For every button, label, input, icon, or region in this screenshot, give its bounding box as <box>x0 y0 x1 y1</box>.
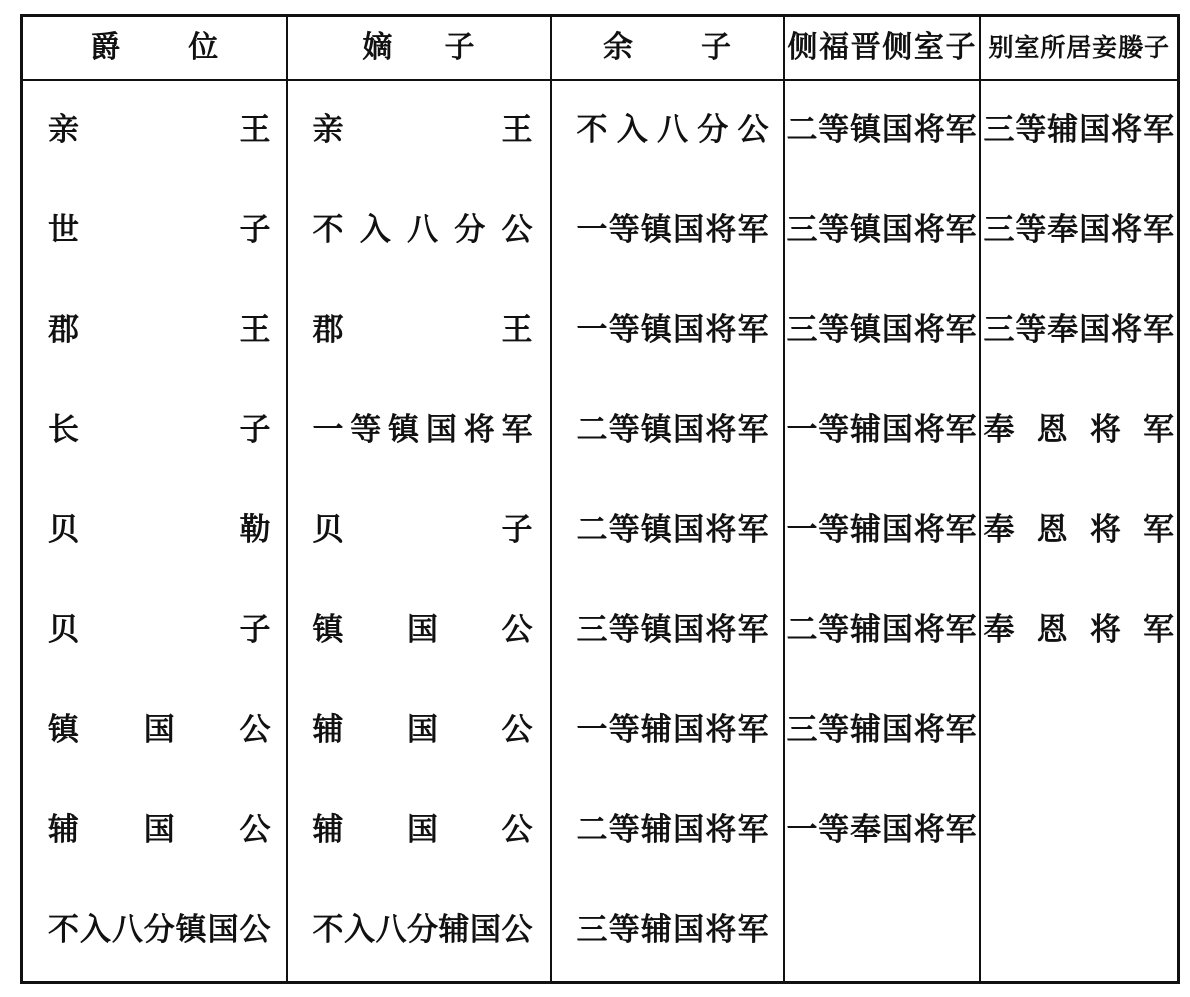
rank-text: 辅国公 <box>48 812 271 849</box>
secondary-consort-sons-cell <box>784 581 980 681</box>
header-heir-text: 嫡子 <box>362 30 475 65</box>
header-rank-text: 爵位 <box>90 30 219 65</box>
rank-text: 长子 <box>48 412 271 449</box>
secondary-consort-sons-cell <box>784 181 980 281</box>
rank-text: 镇国公 <box>48 712 271 749</box>
rank-text: 贝勒 <box>48 512 271 549</box>
secondary-consort-sons-cell <box>784 80 980 181</box>
concubine-sons-text: 三等奉国将军 <box>983 312 1174 349</box>
heir-cell <box>287 281 551 381</box>
rank-cell <box>22 381 287 481</box>
secondary-consort-sons-cell <box>784 781 980 881</box>
table-row <box>22 781 1179 881</box>
secondary-consort-sons-cell <box>784 881 980 983</box>
header-secondary-consort-sons-text: 侧福晋侧室子 <box>787 30 976 65</box>
secondary-consort-sons-cell <box>784 381 980 481</box>
heir-text: 贝子 <box>312 512 533 549</box>
header-concubine-sons-text: 别室所居妾媵子 <box>988 33 1169 62</box>
secondary-consort-sons-text: 一等辅国将军 <box>786 412 977 449</box>
other-sons-text: 一等镇国将军 <box>576 312 769 349</box>
table-row <box>22 881 1179 983</box>
other-sons-cell <box>551 881 784 983</box>
secondary-consort-sons-text: 二等辅国将军 <box>786 612 977 649</box>
heir-cell <box>287 381 551 481</box>
rank-text: 世子 <box>48 212 271 249</box>
concubine-sons-cell <box>980 881 1179 983</box>
rank-cell <box>22 481 287 581</box>
secondary-consort-sons-cell <box>784 281 980 381</box>
other-sons-text: 三等辅国将军 <box>576 912 769 949</box>
secondary-consort-sons-cell <box>784 481 980 581</box>
secondary-consort-sons-text: 一等奉国将军 <box>786 812 977 849</box>
heir-cell <box>287 881 551 983</box>
concubine-sons-text: 奉恩将军 <box>983 612 1174 649</box>
other-sons-text: 二等镇国将军 <box>576 412 769 449</box>
table-row <box>22 181 1179 281</box>
rank-cell <box>22 80 287 181</box>
rank-text: 亲王 <box>48 112 271 149</box>
header-rank <box>22 16 287 81</box>
rank-cell <box>22 681 287 781</box>
header-secondary-consort-sons <box>784 16 980 81</box>
rank-text: 贝子 <box>48 612 271 649</box>
heir-cell <box>287 581 551 681</box>
other-sons-cell <box>551 781 784 881</box>
heir-cell <box>287 80 551 181</box>
header-row <box>22 16 1179 81</box>
heir-text: 不入八分公 <box>312 212 533 249</box>
heir-text: 一等镇国将军 <box>312 412 533 449</box>
heir-text: 亲王 <box>312 112 533 149</box>
other-sons-cell <box>551 281 784 381</box>
rank-cell <box>22 281 287 381</box>
heir-text: 郡王 <box>312 312 533 349</box>
table-row <box>22 581 1179 681</box>
other-sons-text: 不入八分公 <box>576 112 769 149</box>
other-sons-cell <box>551 381 784 481</box>
rank-cell <box>22 581 287 681</box>
heir-cell <box>287 781 551 881</box>
header-heir <box>287 16 551 81</box>
rank-text: 不入八分镇国公 <box>48 912 271 949</box>
heir-text: 不入八分辅国公 <box>312 912 533 949</box>
noble-title-succession-table <box>20 14 1180 984</box>
concubine-sons-cell <box>980 80 1179 181</box>
other-sons-text: 一等镇国将军 <box>576 212 769 249</box>
heir-text: 镇国公 <box>312 612 533 649</box>
heir-text: 辅国公 <box>312 812 533 849</box>
heir-cell <box>287 181 551 281</box>
heir-text: 辅国公 <box>312 712 533 749</box>
table-row <box>22 381 1179 481</box>
secondary-consort-sons-text: 三等镇国将军 <box>786 212 977 249</box>
concubine-sons-cell <box>980 681 1179 781</box>
concubine-sons-text: 奉恩将军 <box>983 512 1174 549</box>
table-row <box>22 80 1179 181</box>
other-sons-cell <box>551 581 784 681</box>
heir-cell <box>287 681 551 781</box>
heir-cell <box>287 481 551 581</box>
secondary-consort-sons-text: 三等镇国将军 <box>786 312 977 349</box>
concubine-sons-text: 三等辅国将军 <box>983 112 1174 149</box>
secondary-consort-sons-cell <box>784 681 980 781</box>
other-sons-text: 二等辅国将军 <box>576 812 769 849</box>
other-sons-text: 一等辅国将军 <box>576 712 769 749</box>
concubine-sons-text: 奉恩将军 <box>983 412 1174 449</box>
concubine-sons-cell <box>980 581 1179 681</box>
concubine-sons-text: 三等奉国将军 <box>983 212 1174 249</box>
other-sons-cell <box>551 181 784 281</box>
secondary-consort-sons-text: 一等辅国将军 <box>786 512 977 549</box>
header-concubine-sons <box>980 16 1179 81</box>
header-other-sons <box>551 16 784 81</box>
concubine-sons-cell <box>980 181 1179 281</box>
other-sons-cell <box>551 681 784 781</box>
other-sons-cell <box>551 481 784 581</box>
secondary-consort-sons-text: 三等辅国将军 <box>786 712 977 749</box>
rank-cell <box>22 881 287 983</box>
other-sons-text: 三等镇国将军 <box>576 612 769 649</box>
table-row <box>22 281 1179 381</box>
rank-cell <box>22 181 287 281</box>
table-row <box>22 681 1179 781</box>
rank-cell <box>22 781 287 881</box>
rank-text: 郡王 <box>48 312 271 349</box>
concubine-sons-cell <box>980 781 1179 881</box>
concubine-sons-cell <box>980 381 1179 481</box>
header-other-sons-text: 余子 <box>603 30 731 65</box>
other-sons-cell <box>551 80 784 181</box>
concubine-sons-cell <box>980 481 1179 581</box>
table-row <box>22 481 1179 581</box>
other-sons-text: 二等镇国将军 <box>576 512 769 549</box>
concubine-sons-cell <box>980 281 1179 381</box>
secondary-consort-sons-text: 二等镇国将军 <box>786 112 977 149</box>
document-page <box>20 14 1177 984</box>
